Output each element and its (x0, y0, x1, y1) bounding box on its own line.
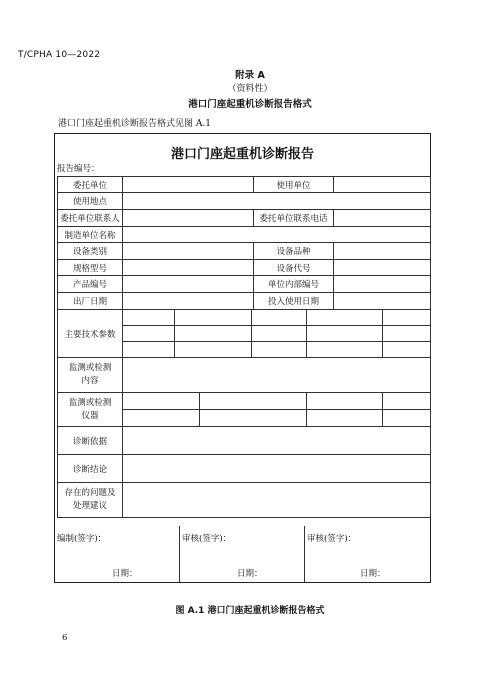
standard-number: T/CPHA 10—2022 (18, 50, 101, 60)
param-cell[interactable] (383, 342, 431, 358)
param-cell[interactable] (307, 310, 383, 326)
product-no-value[interactable] (123, 276, 254, 293)
in-service-date-label: 投入使用日期 (254, 293, 334, 310)
factory-date-value[interactable] (123, 293, 254, 310)
equip-code-label: 设备代号 (254, 260, 334, 276)
appendix-nature: （资料性） (227, 84, 273, 94)
prepared-signature-block[interactable] (55, 526, 179, 580)
monitor-content-label (58, 358, 123, 393)
appendix-title: 附录 A (235, 70, 265, 81)
monitor-content-line-2: 内容 (81, 376, 99, 386)
prepared-date-label: 日期： (112, 569, 138, 579)
monitor-instrument-line-1: 监测或检测 (68, 397, 112, 408)
instrument-cell[interactable] (200, 393, 307, 410)
client-value[interactable] (123, 177, 254, 193)
equip-category-label: 设备类别 (58, 243, 123, 260)
client-contact-value[interactable] (123, 210, 254, 227)
client-phone-label: 委托单位联系电话 (254, 210, 334, 227)
model-label: 规格型号 (58, 260, 123, 276)
in-service-date-value[interactable] (334, 293, 431, 310)
monitor-content-value[interactable] (123, 358, 431, 393)
param-cell[interactable] (307, 342, 383, 358)
param-cell[interactable] (175, 310, 252, 326)
issues-line-1: 存在的问题及 (64, 488, 116, 498)
manufacturer-label: 制造单位名称 (58, 227, 123, 243)
param-cell[interactable] (252, 310, 307, 326)
basis-label: 诊断依据 (58, 427, 123, 455)
param-cell[interactable] (123, 342, 175, 358)
report-form-table (57, 176, 431, 518)
param-cell[interactable] (252, 342, 307, 358)
reviewed-date-label: 日期： (237, 569, 263, 579)
param-cell[interactable] (383, 310, 431, 326)
issues-value[interactable] (123, 483, 431, 518)
instrument-cell[interactable] (383, 410, 431, 427)
user-value[interactable] (334, 177, 431, 193)
instrument-cell[interactable] (123, 410, 200, 427)
instrument-cell[interactable] (123, 393, 200, 410)
product-no-label: 产品编号 (58, 276, 123, 293)
param-cell[interactable] (307, 326, 383, 342)
reviewed-signature-block[interactable] (180, 526, 304, 580)
issues-line-2: 处理建议 (72, 501, 107, 511)
location-label: 使用地点 (58, 193, 123, 210)
form-title: 港口门座起重机诊断报告 (170, 147, 314, 162)
instrument-cell[interactable] (200, 410, 307, 427)
basis-value[interactable] (123, 427, 431, 455)
instrument-cell[interactable] (383, 393, 431, 410)
user-label: 使用单位 (254, 177, 334, 193)
main-params-label: 主要技术参数 (58, 310, 123, 358)
location-value[interactable] (123, 193, 431, 210)
reviewed-signature-label: 审核(签字)： (182, 534, 232, 544)
internal-no-label: 单位内部编号 (254, 276, 334, 293)
appendix-heading: 港口门座起重机诊断报告格式 (188, 99, 312, 110)
figure-caption: 图 A.1 港口门座起重机诊断报告格式 (175, 606, 325, 616)
param-cell[interactable] (175, 326, 252, 342)
conclusion-value[interactable] (123, 455, 431, 483)
monitor-instrument-label (58, 393, 123, 427)
monitor-content-line-1: 监测或检测 (68, 363, 112, 373)
monitor-instrument-line-2: 仪器 (81, 410, 99, 421)
model-value[interactable] (123, 260, 254, 276)
client-label: 委托单位 (58, 177, 123, 193)
param-cell[interactable] (123, 326, 175, 342)
intro-text: 港口门座起重机诊断报告格式见图 A.1 (58, 119, 211, 129)
instrument-cell[interactable] (307, 410, 383, 427)
factory-date-label: 出厂日期 (58, 293, 123, 310)
client-phone-value[interactable] (334, 210, 431, 227)
param-cell[interactable] (175, 342, 252, 358)
approved-signature-block[interactable] (305, 526, 430, 580)
manufacturer-value[interactable] (123, 227, 431, 243)
param-cell[interactable] (123, 310, 175, 326)
approved-signature-label: 审核(签字)： (307, 534, 357, 544)
page-number: 6 (62, 633, 68, 643)
equip-variety-label: 设备品种 (254, 243, 334, 260)
prepared-signature-label: 编制(签字)： (57, 534, 107, 544)
equip-code-value[interactable] (334, 260, 431, 276)
instrument-cell[interactable] (307, 393, 383, 410)
param-cell[interactable] (383, 326, 431, 342)
issues-label (58, 483, 123, 518)
approved-date-label: 日期： (360, 569, 386, 579)
equip-variety-value[interactable] (334, 243, 431, 260)
client-contact-label: 委托单位联系人 (58, 210, 123, 227)
param-cell[interactable] (252, 326, 307, 342)
internal-no-value[interactable] (334, 276, 431, 293)
conclusion-label: 诊断结论 (58, 455, 123, 483)
equip-category-value[interactable] (123, 243, 254, 260)
report-number-label: 报告编号： (57, 164, 100, 174)
